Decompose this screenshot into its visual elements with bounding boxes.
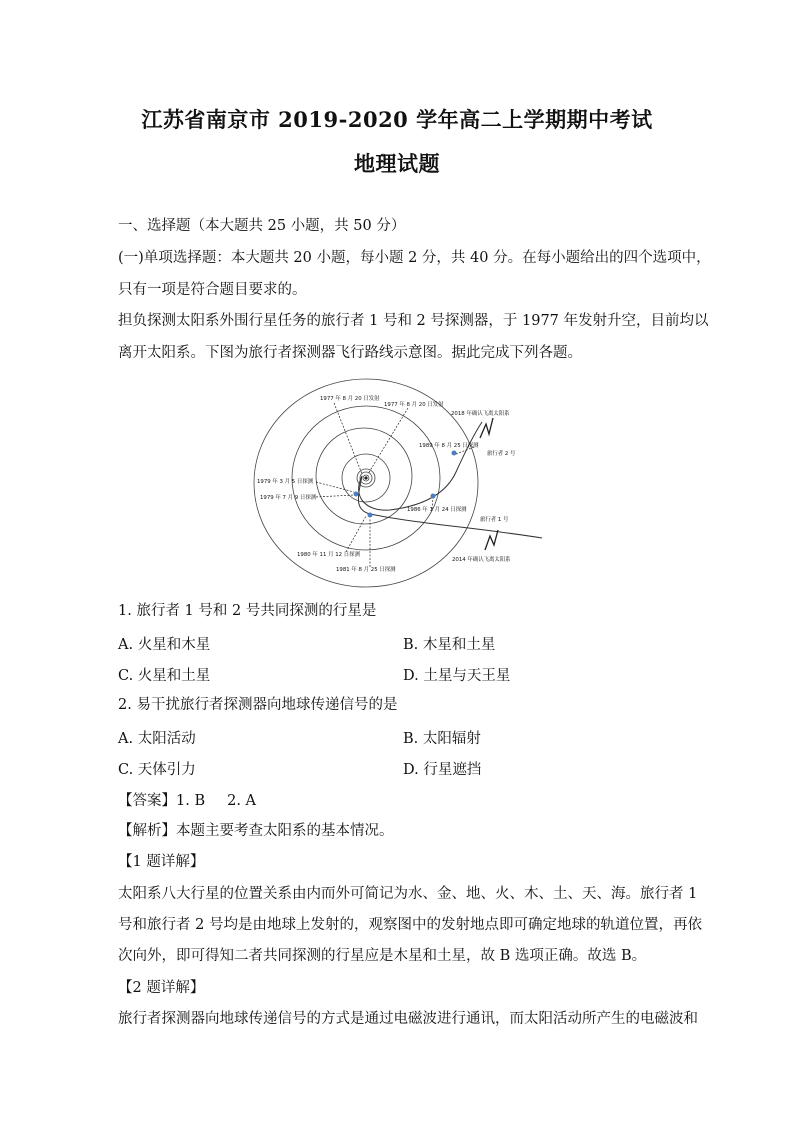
label-voyager-1: 旅行者 1 号 — [480, 517, 509, 523]
section-heading: 一、选择题（本大题共 25 小题，共 50 分） — [118, 218, 406, 234]
exam-title: 江苏省南京市 2019-2020 学年高二上学期期中考试 — [141, 107, 653, 132]
label-voyager1-leave: 2014 年确认飞离太阳系 — [452, 557, 511, 563]
detail-2-line-1: 旅行者探测器向地球传递信号的方式是通过电磁波进行通讯，而太阳活动所产生的电磁波和 — [118, 1011, 698, 1027]
voyager1-probe-icon — [485, 530, 498, 550]
section-instruction-line-1: (一)单项选择题：本大题共 20 小题，每小题 2 分，共 40 分。在每小题给出的四个选项中， — [118, 250, 711, 266]
answer-line — [118, 789, 256, 810]
question-2-option-d: D. 行星遮挡 — [403, 762, 482, 778]
label-1980-probe: 1980 年 11 月 12 日探测 — [297, 552, 360, 558]
detail-1-line-2: 号和旅行者 2 号均是由地球上发射的，观察图中的发射地点即可确定地球的轨道位置，再依 — [118, 917, 702, 933]
label-voyager-2: 旅行者 2 号 — [487, 451, 516, 457]
label-launch-2: 1977 年 8 月 20 日发射 — [384, 402, 444, 408]
label-1981-probe: 1981 年 8 月 25 日探测 — [336, 567, 396, 573]
question-1-option-d: D. 土星与天王星 — [403, 668, 511, 684]
neptune-marker — [452, 451, 457, 456]
uranus-marker — [431, 494, 436, 499]
label-voyager2-leave: 2018 年确认飞离太阳系 — [451, 411, 510, 417]
label-1986-probe: 1986 年 1 月 24 日探测 — [407, 507, 467, 513]
label-1979-mar: 1979 年 3 月 5 日探测 — [257, 479, 314, 485]
answer-1: 1. B — [176, 793, 206, 809]
exam-subtitle: 地理试题 — [354, 151, 440, 176]
answer-2: 2. A — [227, 793, 257, 809]
detail-1-line-3: 次向外，即可得知二者共同探测的行星应是木星和土星，故 B 选项正确。故选 B。 — [118, 948, 647, 964]
question-2-option-a: A. 太阳活动 — [118, 731, 196, 747]
voyager2-probe-icon — [480, 418, 493, 438]
question-2-option-c: C. 天体引力 — [118, 762, 196, 778]
detail-1-line-1: 太阳系八大行星的位置关系由内而外可简记为水、金、地、火、木、土、天、海。旅行者 1 — [118, 886, 698, 902]
section-instruction-line-2: 只有一项是符合题目要求的。 — [118, 282, 307, 298]
voyager-flight-path-diagram — [250, 378, 550, 598]
question-1-option-a: A. 火星和木星 — [118, 637, 211, 653]
saturn-marker — [368, 513, 373, 518]
passage-line-1: 担负探测太阳系外围行星任务的旅行者 1 号和 2 号探测器，于 1977 年发射升空，目前均以 — [118, 313, 709, 329]
question-1-option-c: C. 火星和土星 — [118, 668, 211, 684]
question-2-stem: 2. 易干扰旅行者探测器向地球传递信号的是 — [118, 697, 398, 713]
label-launch-1: 1977 年 8 月 20 日发射 — [320, 396, 380, 402]
label-1989-probe: 1989 年 8 月 25 日探测 — [419, 443, 479, 449]
question-2-option-b: B. 太阳辐射 — [403, 731, 481, 747]
answer-label: 【答案】 — [118, 793, 176, 809]
detail-1-title: 【1 题详解】 — [118, 854, 205, 870]
analysis-intro: 【解析】本题主要考查太阳系的基本情况。 — [118, 823, 394, 839]
label-1979-jul: 1979 年 7 月 9 日探测 — [260, 495, 317, 501]
question-1-option-b: B. 木星和土星 — [403, 637, 496, 653]
jupiter-marker — [354, 492, 359, 497]
voyager2-trajectory — [359, 422, 482, 510]
passage-line-2: 离开太阳系。下图为旅行者探测器飞行路线示意图。据此完成下列各题。 — [118, 345, 582, 361]
question-1-stem: 1. 旅行者 1 号和 2 号共同探测的行星是 — [118, 603, 377, 619]
detail-2-title: 【2 题详解】 — [118, 980, 205, 996]
sun-icon — [364, 476, 367, 479]
